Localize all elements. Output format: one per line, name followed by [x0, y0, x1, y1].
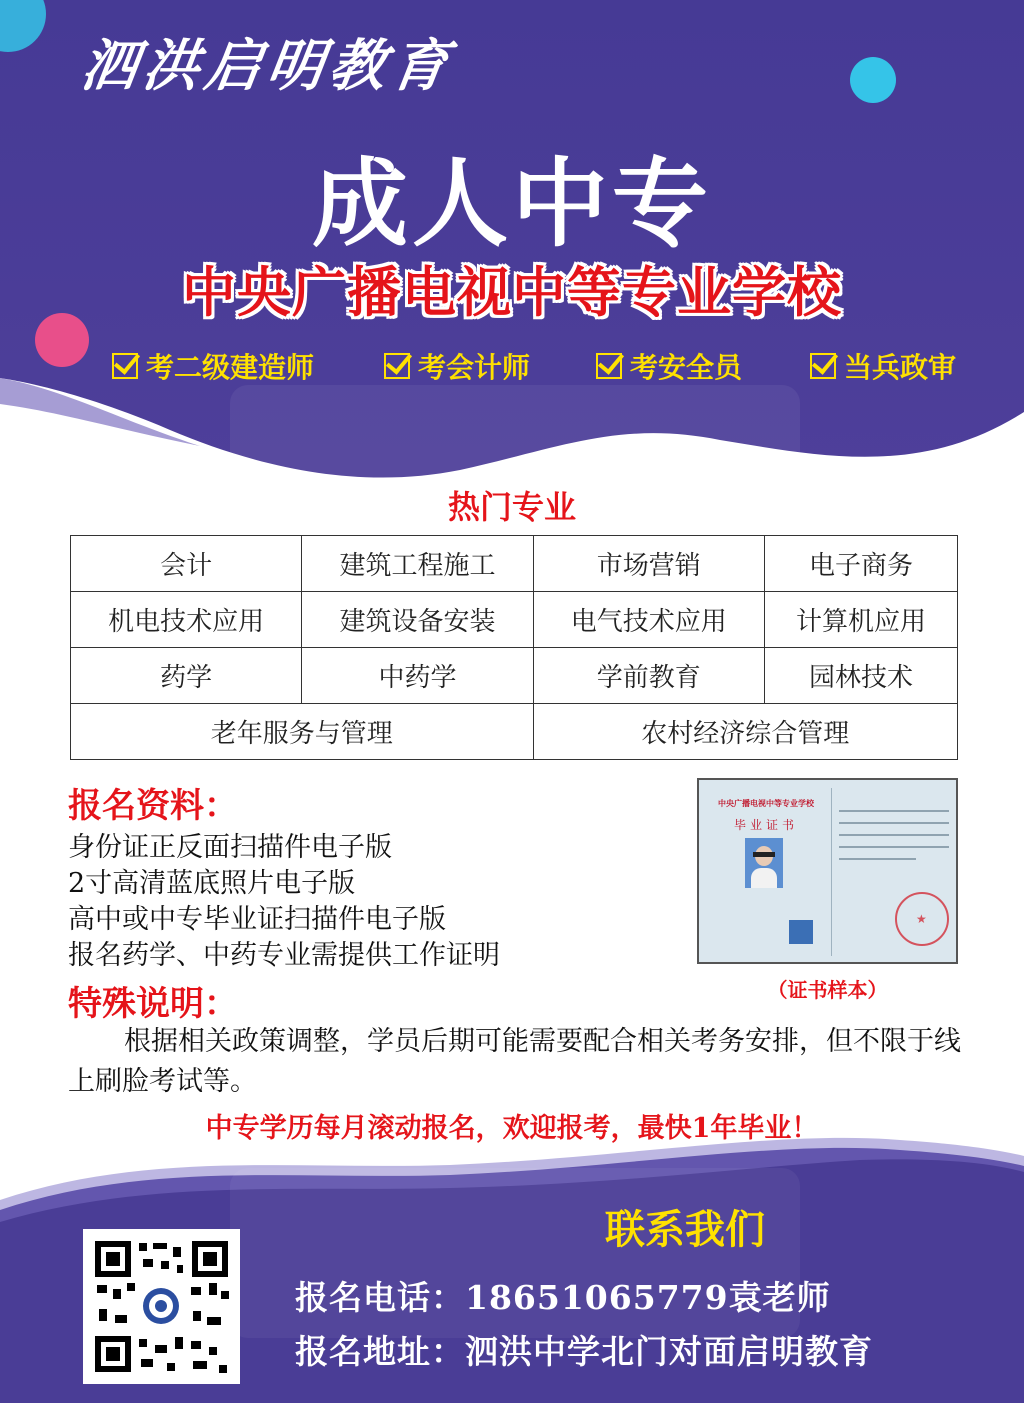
- certificate-text-lines: [839, 800, 949, 870]
- major-cell: 园林技术: [764, 648, 957, 704]
- major-cell: 机电技术应用: [71, 592, 302, 648]
- checkbox-icon: [596, 353, 622, 379]
- materials-item: 高中或中专毕业证扫描件电子版: [68, 904, 446, 935]
- certificate-title: 毕业证书: [733, 818, 798, 832]
- watermark: [230, 385, 800, 495]
- feature-item: [112, 346, 314, 386]
- major-cell: 建筑工程施工: [302, 536, 533, 592]
- checkbox-icon: [112, 353, 138, 379]
- materials-item: 报名药学、中药专业需提供工作证明: [68, 940, 500, 971]
- major-cell: 药学: [71, 648, 302, 704]
- major-cell: 建筑设备安装: [302, 592, 533, 648]
- certificate-sample-image: [697, 778, 958, 964]
- major-cell: 计算机应用: [764, 592, 957, 648]
- school-seal: ★: [895, 892, 949, 946]
- school-name: 中央广播电视中等专业学校: [182, 261, 842, 324]
- major-cell: 农村经济综合管理: [533, 704, 957, 760]
- majors-title: 热门专业: [447, 488, 576, 526]
- feature-label: 考安全员: [630, 351, 743, 384]
- major-cell: 中药学: [302, 648, 533, 704]
- feature-label: 当兵政审: [844, 351, 957, 384]
- feature-item: [596, 346, 742, 386]
- portrait-photo: [745, 838, 783, 888]
- table-row: [71, 592, 958, 648]
- qr-code-icon: [83, 1229, 240, 1384]
- brand-logo-text: 泗洪启明教育: [76, 33, 459, 99]
- contact-phone: 报名电话：18651065779袁老师: [295, 1278, 831, 1317]
- major-cell: 学前教育: [533, 648, 764, 704]
- materials-item: 身份证正反面扫描件电子版: [68, 832, 392, 863]
- certificate-fold: [831, 788, 832, 956]
- checkbox-icon: [384, 353, 410, 379]
- majors-table: [70, 535, 958, 760]
- materials-title: 报名资料：: [68, 786, 238, 826]
- major-cell: 市场营销: [533, 536, 764, 592]
- feature-item: [384, 346, 530, 386]
- feature-label: 考会计师: [418, 351, 531, 384]
- table-row: [71, 648, 958, 704]
- major-cell: 电气技术应用: [533, 592, 764, 648]
- contact-address: 报名地址：泗洪中学北门对面启明教育: [295, 1332, 873, 1371]
- certificate-school-name: 中央广播电视中等专业学校: [718, 798, 814, 808]
- qr-code-icon: [789, 920, 813, 944]
- enrollment-slogan: 中专学历每月滚动报名，欢迎报考，最快1年毕业！: [205, 1113, 819, 1144]
- qr-code: [83, 1229, 240, 1384]
- major-cell: 老年服务与管理: [71, 704, 534, 760]
- certificate-caption: （证书样本）: [767, 978, 888, 1002]
- notes-text: 根据相关政策调整，学员后期可能需要配合相关考务安排，但不限于线上刷脸考试等。: [68, 1026, 961, 1097]
- feature-label: 考二级建造师: [146, 351, 315, 384]
- materials-item: 2寸高清蓝底照片电子版: [68, 868, 356, 899]
- major-cell: 会计: [71, 536, 302, 592]
- checkbox-icon: [810, 353, 836, 379]
- headline: 成人中专: [312, 148, 712, 260]
- table-row: [71, 536, 958, 592]
- contact-title: 联系我们: [605, 1206, 765, 1253]
- major-cell: 电子商务: [764, 536, 957, 592]
- feature-item: [810, 346, 956, 386]
- table-row: [71, 704, 958, 760]
- notes-title: 特殊说明：: [68, 984, 238, 1024]
